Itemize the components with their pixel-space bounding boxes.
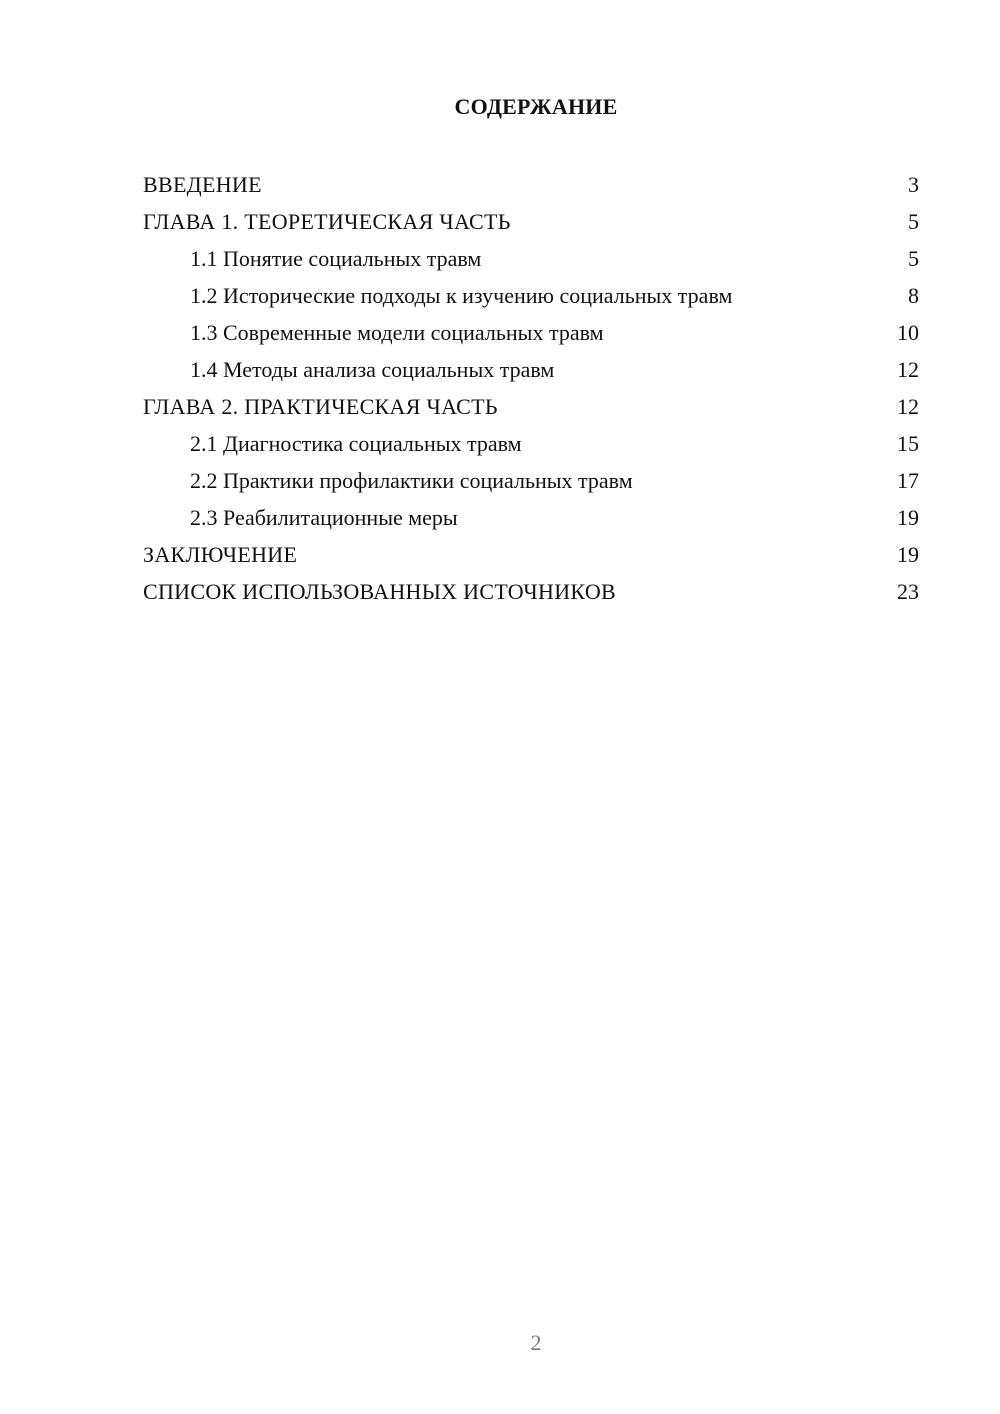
- page-number: 2: [530, 1330, 542, 1355]
- toc-entry-chapter-2: [143, 388, 919, 425]
- toc-entry-page: 5: [908, 209, 919, 234]
- toc-entry-page: 15: [897, 431, 919, 456]
- toc-entry-label: ГЛАВА 1. ТЕОРЕТИЧЕСКАЯ ЧАСТЬ: [143, 209, 511, 234]
- toc-entry-label: ВВЕДЕНИЕ: [143, 172, 262, 197]
- toc-entry-label: 2.1 Диагностика социальных травм: [190, 431, 522, 456]
- toc-entry-label: 1.3 Современные модели социальных травм: [190, 320, 604, 345]
- toc-entry-label: 1.4 Методы анализа социальных травм: [190, 357, 555, 382]
- toc-entry-introduction: [143, 166, 919, 203]
- toc-entry-section-2-2: [143, 462, 919, 499]
- toc-entry-page: 23: [897, 579, 919, 604]
- toc-entry-label: 2.3 Реабилитационные меры: [190, 505, 458, 530]
- toc-entry-label: ЗАКЛЮЧЕНИЕ: [143, 542, 298, 567]
- toc-entry-page: 5: [908, 246, 919, 271]
- toc-entry-section-1-3: [143, 314, 919, 351]
- toc-entry-chapter-1: [143, 203, 919, 240]
- toc-entry-page: 8: [908, 283, 919, 308]
- toc-entry-page: 19: [897, 505, 919, 530]
- toc-entry-section-2-3: [143, 499, 919, 536]
- toc-entry-page: 10: [897, 320, 919, 345]
- table-of-contents: [143, 166, 919, 610]
- toc-entry-label: 2.2 Практики профилактики социальных травм: [190, 468, 633, 493]
- toc-entry-section-1-1: [143, 240, 919, 277]
- toc-entry-section-2-1: [143, 425, 919, 462]
- toc-title: СОДЕРЖАНИЕ: [454, 94, 618, 119]
- toc-entry-page: 12: [897, 394, 919, 419]
- toc-entry-references: [143, 573, 919, 610]
- toc-entry-conclusion: [143, 536, 919, 573]
- toc-entry-section-1-2: [143, 277, 919, 314]
- toc-entry-page: 19: [897, 542, 919, 567]
- toc-entry-page: 12: [897, 357, 919, 382]
- toc-entry-label: 1.1 Понятие социальных травм: [190, 246, 482, 271]
- toc-entry-page: 17: [897, 468, 919, 493]
- toc-entry-label: ГЛАВА 2. ПРАКТИЧЕСКАЯ ЧАСТЬ: [143, 394, 498, 419]
- toc-entry-label: 1.2 Исторические подходы к изучению социальных травм: [190, 283, 733, 308]
- toc-entry-page: 3: [908, 172, 919, 197]
- toc-entry-section-1-4: [143, 351, 919, 388]
- toc-entry-label: СПИСОК ИСПОЛЬЗОВАННЫХ ИСТОЧНИКОВ: [143, 579, 616, 604]
